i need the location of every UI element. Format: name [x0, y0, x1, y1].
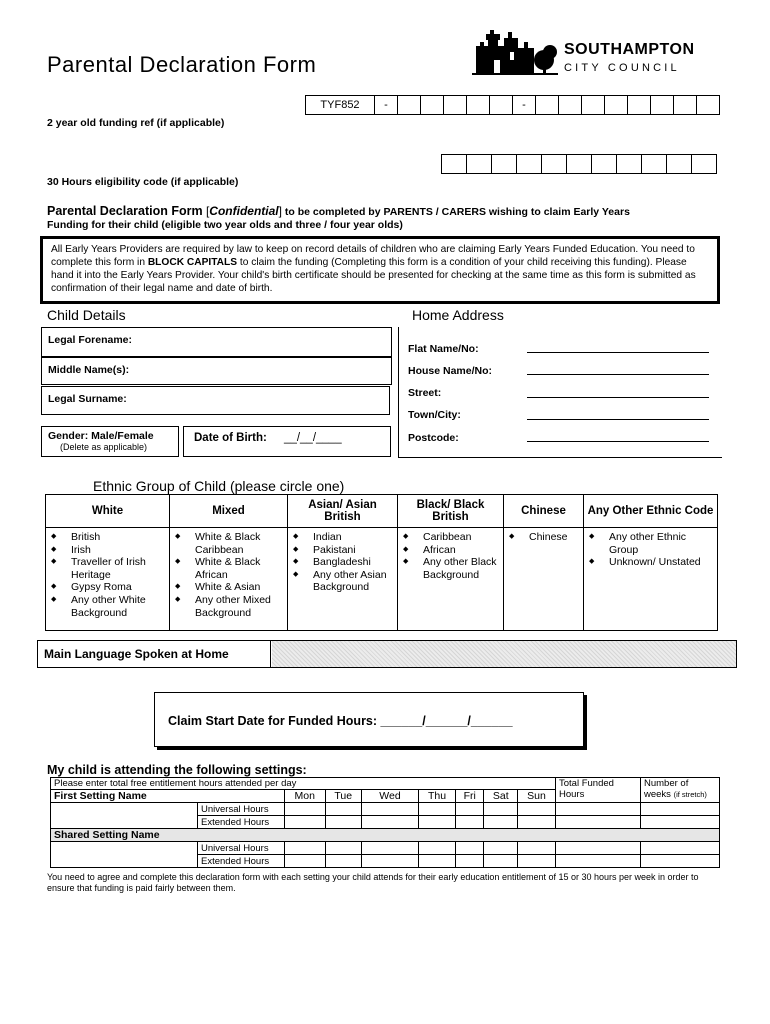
eligibility-code-boxes[interactable]: [442, 154, 717, 174]
black-options: [399, 529, 502, 581]
legal-surname-field[interactable]: Legal Surname:: [41, 386, 390, 415]
legal-forename-field[interactable]: Legal Forename:: [41, 327, 392, 357]
home-address-heading: Home Address: [412, 307, 504, 323]
castle-icon: [470, 26, 560, 76]
language-input[interactable]: [272, 641, 736, 667]
logo-name-line2: CITY COUNCIL: [564, 62, 680, 74]
ethnic-option[interactable]: ◆ Bangladeshi: [289, 556, 396, 569]
street-input[interactable]: [527, 397, 709, 398]
ethnic-option[interactable]: ◆ Pakistani: [289, 544, 396, 557]
ethnic-option[interactable]: ◆ Traveller of Irish Heritage: [47, 556, 168, 581]
white-header: White: [46, 495, 170, 528]
ethnic-option[interactable]: ◆ Gypsy Roma: [47, 581, 168, 594]
ethnic-option[interactable]: ◆ African: [399, 544, 502, 557]
ethnic-option[interactable]: ◆ Unknown/ Unstated: [585, 556, 716, 569]
ethnic-option[interactable]: ◆ White & Black African: [171, 556, 286, 581]
ethnic-option[interactable]: ◆ Any other White Background: [47, 594, 168, 619]
ethnic-option[interactable]: ◆ White & Asian: [171, 581, 286, 594]
declaration-heading: Parental Declaration Form [Confidential] to be completed by PARENTS / CARERS wishing to claim Early Years: [47, 204, 630, 218]
logo-name-line1: SOUTHAMPTON: [564, 41, 695, 58]
shared-setting-input[interactable]: [51, 842, 198, 855]
shared-setting-label: Shared Setting Name: [51, 829, 720, 842]
settings-instruction: Please enter total free entitlement hours attended per day: [51, 778, 556, 790]
white-options: [47, 529, 168, 619]
settings-footnote: You need to agree and complete this declaration form with each setting your child attends for their early education entitlement of 15 or 30 hours per week in order to ensure that funding is paid fairly between them.: [47, 872, 699, 893]
ethnic-option[interactable]: ◆ Chinese: [505, 531, 582, 544]
claim-start-box[interactable]: [154, 692, 584, 747]
ethnic-group-table: [45, 494, 718, 631]
settings-heading: My child is attending the following settings:: [47, 763, 307, 777]
ethnic-option[interactable]: ◆ Any other Ethnic Group: [585, 531, 716, 556]
ethnic-option[interactable]: ◆ Indian: [289, 531, 396, 544]
declaration-intro-line2: Funding for their child (eligible two year olds and three / four year olds): [47, 219, 403, 231]
language-label: Main Language Spoken at Home: [38, 641, 271, 667]
confidential-label: Confidential: [209, 204, 279, 218]
ref-dash-cell-2: -: [512, 95, 536, 115]
language-row: [37, 640, 737, 668]
eligibility-code-label: 30 Hours eligibility code (if applicable): [47, 176, 239, 188]
ethnic-option[interactable]: ◆ Any other Black Background: [399, 556, 502, 581]
town-label: Town/City:: [408, 409, 461, 421]
ethnic-option[interactable]: ◆ British: [47, 531, 168, 544]
funding-ref-label: 2 year old funding ref (if applicable): [47, 117, 225, 129]
postcode-label: Postcode:: [408, 432, 459, 444]
first-setting-input[interactable]: [51, 803, 198, 816]
weeks-header: Number of weeks (if stretch): [641, 778, 720, 803]
flat-input[interactable]: [527, 352, 709, 353]
claim-start-label: Claim Start Date for Funded Hours: ______/______/______: [168, 714, 513, 728]
date-of-birth-field[interactable]: Date of Birth: __/__/____: [183, 426, 391, 457]
ethnic-option[interactable]: ◆ Caribbean: [399, 531, 502, 544]
flat-label: Flat Name/No:: [408, 343, 479, 355]
middle-names-field[interactable]: Middle Name(s):: [41, 357, 392, 385]
house-label: House Name/No:: [408, 365, 493, 377]
page-title: Parental Declaration Form: [47, 52, 317, 77]
black-header: Black/ Black British: [398, 495, 504, 528]
notice-box: All Early Years Providers are required by law to keep on record details of children who are claiming Early Years Funded Education. You need to complete this form in BLOCK CAPITALS to claim the funding (Completing this form is a condition of your child receiving this funding). Please hand it into the Early Years Provider. Your child's birth certificate should be presented for checking at the same time as this form is submitted as confirmation of their legal name and date of birth.: [40, 236, 720, 304]
asian-header: Asian/ Asian British: [288, 495, 398, 528]
gender-field[interactable]: Gender: Male/Female (Delete as applicable): [41, 426, 179, 457]
ref-prefix-cell: TYF852: [305, 95, 375, 115]
total-hours-header: Total Funded Hours: [556, 778, 641, 803]
child-details-heading: Child Details: [47, 307, 126, 323]
first-setting-label: First Setting Name: [51, 790, 285, 803]
ethnic-option[interactable]: ◆ Any other Asian Background: [289, 569, 396, 594]
other-options: [585, 529, 716, 569]
asian-options: [289, 529, 396, 594]
settings-table: Please enter total free entitlement hours attended per day Total Funded Hours Number of weeks (if stretch) First Setting Name Mon Tue Wed Thu Fri Sat Sun Universal Hours Extended Hours Shared Setting Name Universal Hours Extended Hours: [50, 777, 720, 868]
chinese-header: Chinese: [504, 495, 584, 528]
chinese-options: [505, 529, 582, 544]
mixed-options: [171, 529, 286, 619]
council-logo: [470, 26, 700, 78]
ethnic-group-heading: Ethnic Group of Child (please circle one): [93, 478, 345, 494]
funding-ref-boxes[interactable]: [306, 95, 720, 115]
town-input[interactable]: [527, 419, 709, 420]
mixed-header: Mixed: [170, 495, 288, 528]
ethnic-option[interactable]: ◆ Any other Mixed Background: [171, 594, 286, 619]
other-header: Any Other Ethnic Code: [584, 495, 718, 528]
ref-dash-cell: -: [374, 95, 398, 115]
house-input[interactable]: [527, 374, 709, 375]
ethnic-option[interactable]: ◆ White & Black Caribbean: [171, 531, 286, 556]
ethnic-option[interactable]: ◆ Irish: [47, 544, 168, 557]
declaration-title: Parental Declaration Form: [47, 204, 203, 218]
street-label: Street:: [408, 387, 442, 399]
postcode-input[interactable]: [527, 441, 709, 442]
